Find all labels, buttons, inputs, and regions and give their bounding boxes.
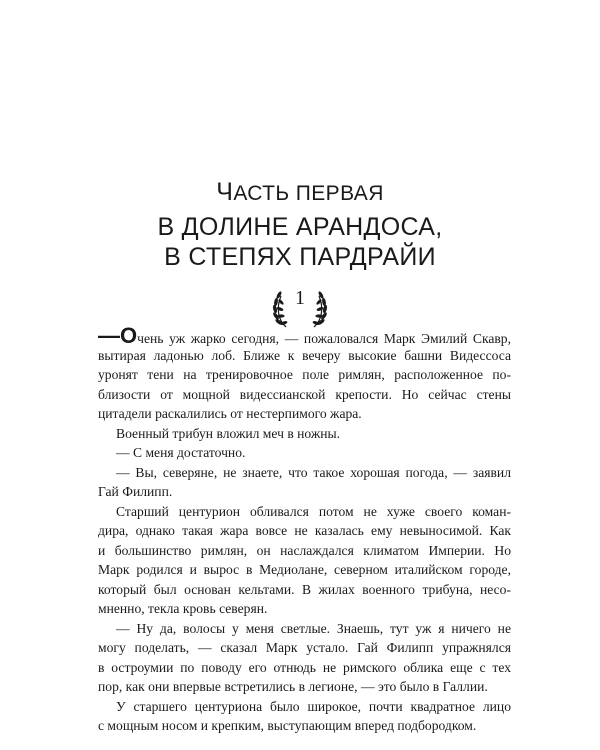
text-line: с мощным носом и крепким, выступающим вперед подбородком.: [98, 718, 477, 733]
text-line: Марк родился и вырос в Медиолане, северном италийском городе,: [98, 562, 511, 577]
text-line: — Вы, северяне, не знаете, что такое хорошая погода, — заявил: [116, 464, 511, 480]
text-line: мненно, текла кровь северян.: [98, 601, 268, 616]
text-line: который был основан кельтами. В жилах военного трибуна, несо-: [98, 581, 511, 597]
text-line: вытирая ладонью лоб. Ближе к вечеру высокие башни Видессоса: [98, 347, 511, 363]
text-line: [98, 323, 511, 348]
part-heading: [0, 178, 600, 207]
text-line: уронят тени на тренировочное поле римлян, расположенное по-: [98, 367, 511, 382]
text-line-content: чень уж жарко сегодня, — пожаловался Марк Эмилий Скавр,: [137, 331, 511, 346]
text-line: Гай Филипп.: [98, 484, 173, 499]
chapter-number: 1: [295, 287, 305, 309]
chapter-title-line-1: В ДОЛИНЕ АРАНДОСА,: [157, 213, 443, 241]
chapter-body: [98, 323, 511, 736]
text-line: и большинство римлян, он наслаждался климатом Империи. Но: [98, 542, 511, 558]
text-line: — Ну да, волосы у меня светлые. Знаешь, тут уж я ничего не: [116, 620, 511, 636]
text-line: У старшего центуриона было широкое, почти квадратное лицо: [116, 698, 511, 714]
text-line: — С меня достаточно.: [116, 445, 246, 460]
text-line: Старший центурион обливался потом не хуже своего коман-: [116, 503, 511, 519]
chapter-title-line-2: В СТЕПЯХ ПАРДРАЙИ: [164, 243, 436, 271]
drop-cap: —О: [98, 323, 138, 348]
text-line: Военный трибун вложил меч в ножны.: [116, 425, 341, 441]
part-heading-initial: Ч: [216, 178, 234, 206]
part-heading-rest: АСТЬ ПЕРВАЯ: [233, 182, 384, 205]
text-line: в остроумии по поводу его отнюдь не римского облика еще с тех: [98, 659, 511, 675]
text-line: дира, однако такая жара вовсе не казалась ему невыносимой. Как: [98, 523, 511, 538]
chapter-title: [0, 212, 600, 272]
text-line: близости от мощной видессианской крепости. Но сейчас стены: [98, 386, 511, 402]
text-line: цитадели раскалились от нестерпимого жара.: [98, 406, 362, 421]
text-line: могу поделать, — сказал Марк устало. Гай Филипп упражнялся: [98, 640, 511, 655]
text-line: пор, как они впервые встретились в легионе, — это было в Галлии.: [98, 679, 488, 694]
